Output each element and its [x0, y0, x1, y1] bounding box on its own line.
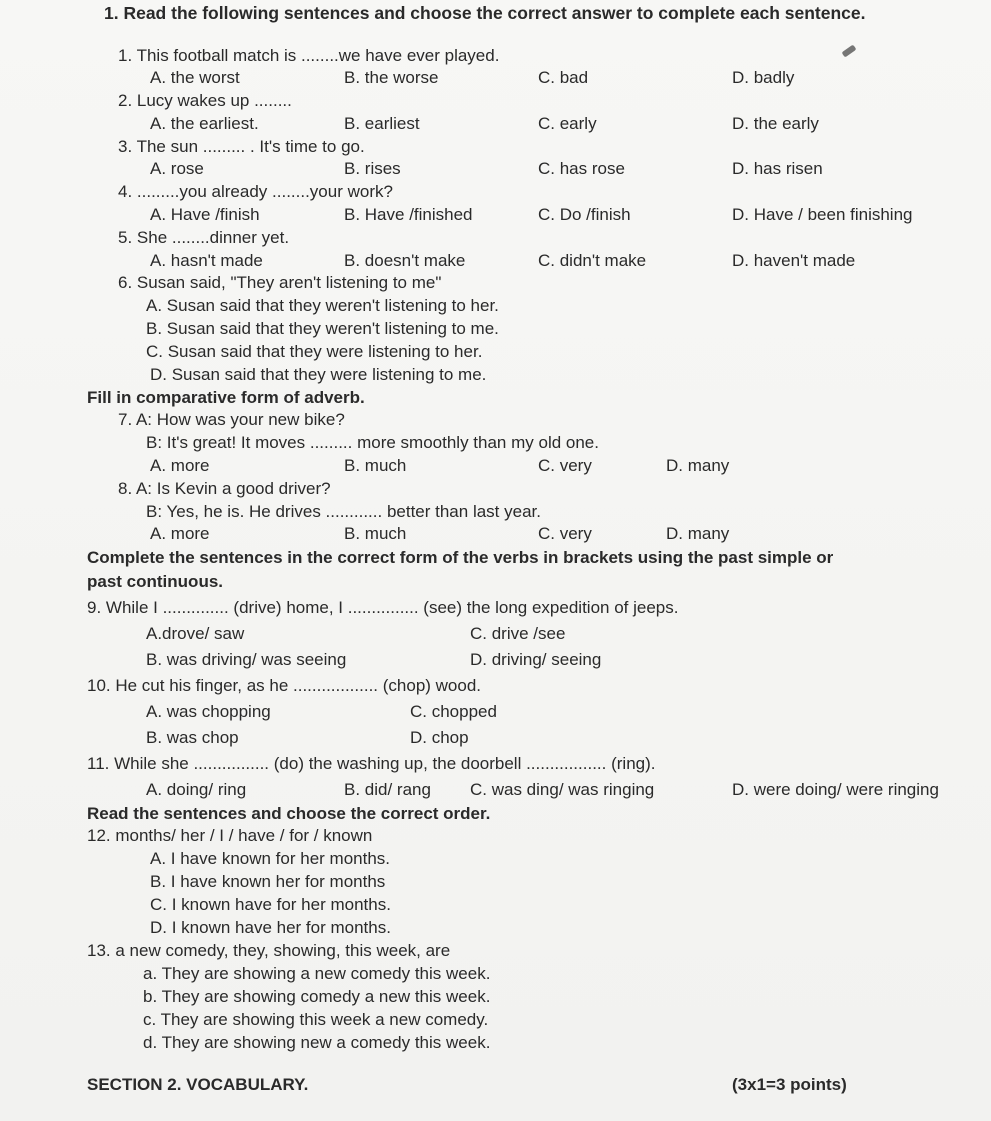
option-3c: C. has rose	[538, 159, 625, 178]
option-2d: D. the early	[732, 114, 819, 133]
section-heading-order: Read the sentences and choose the correct order.	[87, 804, 491, 823]
option-2a: A. the earliest.	[150, 114, 259, 133]
section-2-points: (3x1=3 points)	[732, 1075, 847, 1094]
option-11c: C. was ding/ was ringing	[470, 780, 655, 799]
option-4c: C. Do /finish	[538, 205, 631, 224]
option-12d: D. I known have her for months.	[150, 918, 391, 937]
option-8a: A. more	[150, 524, 210, 543]
option-10d: D. chop	[410, 728, 469, 747]
option-3b: B. rises	[344, 159, 401, 178]
option-12c: C. I known have for her months.	[150, 895, 391, 914]
option-11b: B. did/ rang	[344, 780, 431, 799]
section-2-title: SECTION 2. VOCABULARY.	[87, 1075, 309, 1094]
option-5b: B. doesn't make	[344, 251, 466, 270]
option-5c: C. didn't make	[538, 251, 647, 270]
option-7d: D. many	[666, 456, 730, 475]
option-11d: D. were doing/ were ringing	[732, 780, 939, 799]
option-10b: B. was chop	[146, 728, 239, 747]
option-6b: B. Susan said that they weren't listening to me.	[146, 319, 499, 338]
option-9d: D. driving/ seeing	[470, 650, 602, 669]
option-13a: a. They are showing a new comedy this week.	[143, 964, 491, 983]
option-12a: A. I have known for her months.	[150, 849, 391, 868]
question-9: 9. While I .............. (drive) home, I ............... (see) the long expedition of jeeps.	[87, 598, 679, 617]
option-11a: A. doing/ ring	[146, 780, 247, 799]
option-1b: B. the worse	[344, 68, 439, 87]
option-6c: C. Susan said that they were listening to her.	[146, 342, 483, 361]
question-8-line2: B: Yes, he is. He drives ............ better than last year.	[146, 502, 541, 521]
question-11: 11. While she ................ (do) the washing up, the doorbell ................. (ring).	[87, 754, 656, 773]
option-7b: B. much	[344, 456, 407, 475]
question-6: 6. Susan said, "They aren't listening to me"	[118, 273, 442, 292]
option-10a: A. was chopping	[146, 702, 271, 721]
question-13: 13. a new comedy, they, showing, this week, are	[87, 941, 451, 960]
option-9a: A.drove/ saw	[146, 624, 245, 643]
option-9c: C. drive /see	[470, 624, 566, 643]
option-13c: c. They are showing this week a new comedy.	[143, 1010, 489, 1029]
option-2b: B. earliest	[344, 114, 420, 133]
option-8d: D. many	[666, 524, 730, 543]
exercise-heading: 1. Read the following sentences and choose the correct answer to complete each sentence.	[104, 3, 866, 23]
question-1: 1. This football match is ........we have ever played.	[118, 46, 500, 65]
option-2c: C. early	[538, 114, 597, 133]
option-7c: C. very	[538, 456, 592, 475]
option-9b: B. was driving/ was seeing	[146, 650, 347, 669]
option-10c: C. chopped	[410, 702, 497, 721]
question-12: 12. months/ her / I / have / for / known	[87, 826, 373, 845]
question-8: 8. A: Is Kevin a good driver?	[118, 479, 331, 498]
option-3a: A. rose	[150, 159, 204, 178]
option-8b: B. much	[344, 524, 407, 543]
option-1d: D. badly	[732, 68, 795, 87]
option-7a: A. more	[150, 456, 210, 475]
option-4b: B. Have /finished	[344, 205, 473, 224]
question-7: 7. A: How was your new bike?	[118, 410, 345, 429]
section-heading-past-tense-line2: past continuous.	[87, 572, 223, 591]
question-2: 2. Lucy wakes up ........	[118, 91, 292, 110]
option-5d: D. haven't made	[732, 251, 856, 270]
question-4: 4. .........you already ........your work?	[118, 182, 393, 201]
option-13d: d. They are showing new a comedy this week.	[143, 1033, 491, 1052]
option-13b: b. They are showing comedy a new this week.	[143, 987, 491, 1006]
pen-mark-icon	[842, 45, 857, 58]
option-8c: C. very	[538, 524, 592, 543]
question-5: 5. She ........dinner yet.	[118, 228, 290, 247]
section-heading-comparative: Fill in comparative form of adverb.	[87, 388, 365, 407]
option-1c: C. bad	[538, 68, 589, 87]
question-10: 10. He cut his finger, as he .................. (chop) wood.	[87, 676, 482, 695]
option-3d: D. has risen	[732, 159, 823, 178]
section-heading-past-tense: Complete the sentences in the correct form of the verbs in brackets using the past simple or	[87, 548, 834, 567]
option-12b: B. I have known her for months	[150, 872, 386, 891]
question-3: 3. The sun ......... . It's time to go.	[118, 137, 365, 156]
option-6d: D. Susan said that they were listening to me.	[150, 365, 487, 384]
option-6a: A. Susan said that they weren't listening to her.	[146, 296, 499, 315]
option-5a: A. hasn't made	[150, 251, 263, 270]
question-7-line2: B: It's great! It moves ......... more smoothly than my old one.	[146, 433, 599, 452]
option-1a: A. the worst	[150, 68, 240, 87]
option-4a: A. Have /finish	[150, 205, 260, 224]
option-4d: D. Have / been finishing	[732, 205, 913, 224]
